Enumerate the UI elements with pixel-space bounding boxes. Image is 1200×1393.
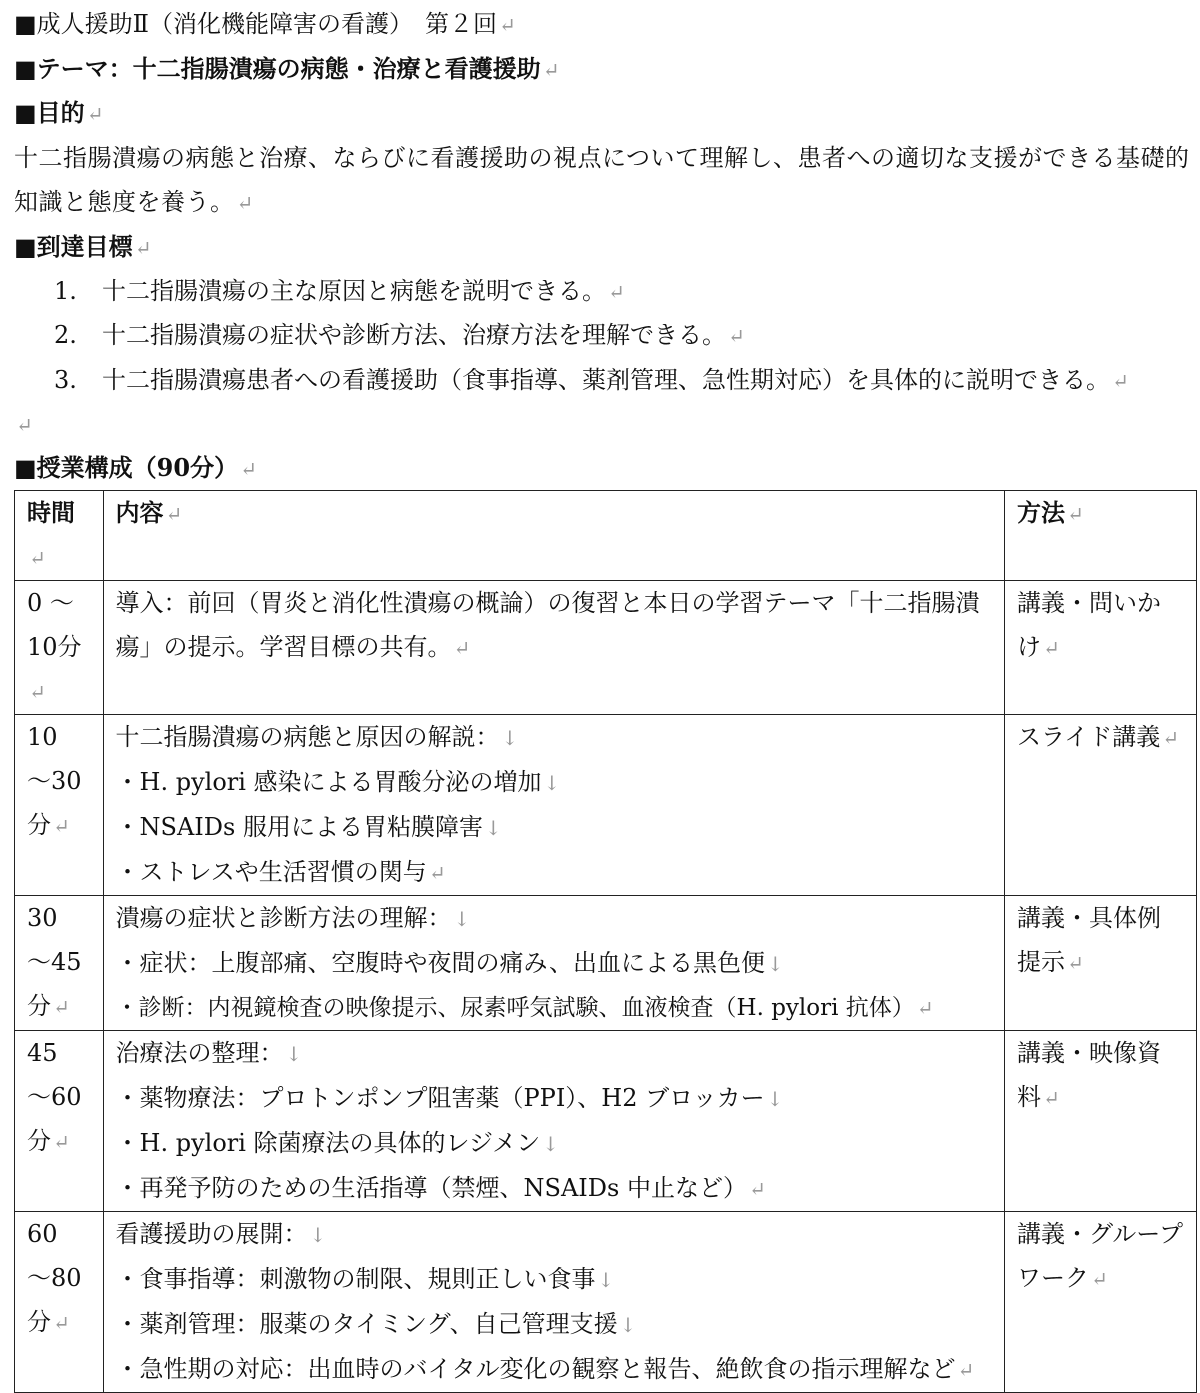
time-cell: 60 ～80分 ↵ [15, 1212, 104, 1393]
method-cell: 講義・グループワーク ↵ [1004, 1212, 1196, 1393]
table-row [15, 896, 1197, 1031]
theme-heading: ■テーマ：十二指腸潰瘍の病態・治療と看護援助 ↵ [14, 54, 560, 83]
structure-heading: ■授業構成（90分） ↵ [14, 453, 257, 482]
table-header-row [15, 491, 1197, 581]
header-method: 方法 ↵ [1004, 491, 1196, 581]
goals-heading: ■到達目標 ↵ [14, 232, 152, 261]
time-cell: 30 ～45分 ↵ [15, 896, 104, 1031]
table-row [15, 1212, 1197, 1393]
schedule-table [14, 490, 1197, 1393]
table-row [15, 581, 1197, 715]
goal-item: 2. 十二指腸潰瘍の症状や診断方法、治療方法を理解できる。 ↵ [54, 321, 745, 349]
time-cell: 45 ～60分 ↵ [15, 1031, 104, 1212]
content-cell: 潰瘍の症状と診断方法の理解： ↓ ・症状：上腹部痛、空腹時や夜間の痛み、出血による黒色便 ↓ ・診断：内視鏡検査の映像提示、尿素呼気試験、血液検査（H. pylori 抗体） ↵ [103, 896, 1004, 1031]
content-cell: 看護援助の展開： ↓ ・食事指導：刺激物の制限、規則正しい食事 ↓ ・薬剤管理：服薬のタイミング、自己管理支援 ↓ ・急性期の対応：出血時のバイタル変化の観察と報告、絶飲食の指示理解など ↵ [103, 1212, 1004, 1393]
time-cell: 10 ～30分 ↵ [15, 715, 104, 896]
header-time: 時間↵ [15, 491, 104, 581]
method-cell: 講義・映像資料 ↵ [1004, 1031, 1196, 1212]
content-cell: 導入：前回（胃炎と消化性潰瘍の概論）の復習と本日の学習テーマ「十二指腸潰瘍」の提示。学習目標の共有。 ↵ [103, 581, 1004, 715]
purpose-heading: ■目的 ↵ [14, 98, 104, 127]
goal-item: 1. 十二指腸潰瘍の主な原因と病態を説明できる。 ↵ [54, 277, 625, 305]
content-cell: 治療法の整理： ↓ ・薬物療法：プロトンポンプ阻害薬（PPI）、H2 ブロッカー ↓ ・H. pylori 除菌療法の具体的レジメン ↓ ・再発予防のための生活指導（禁煙、NSAIDs 中止など） ↵ [103, 1031, 1004, 1212]
method-cell: 講義・問いかけ ↵ [1004, 581, 1196, 715]
time-cell: 0 ～ 10分↵ [15, 581, 104, 715]
content-cell: 十二指腸潰瘍の病態と原因の解説： ↓ ・H. pylori 感染による胃酸分泌の増加 ↓ ・NSAIDs 服用による胃粘膜障害 ↓ ・ストレスや生活習慣の関与 ↵ [103, 715, 1004, 896]
header-content: 内容 ↵ [103, 491, 1004, 581]
empty-paragraph: ↵ [16, 413, 33, 437]
table-row [15, 1031, 1197, 1212]
method-cell: スライド講義 ↵ [1004, 715, 1196, 896]
goal-item: 3. 十二指腸潰瘍患者への看護援助（食事指導、薬剤管理、急性期対応）を具体的に説明できる。 ↵ [54, 366, 1129, 394]
purpose-text: 十二指腸潰瘍の病態と治療、ならびに看護援助の視点について理解し、患者への適切な支援ができる基礎的知識と態度を養う。 ↵ [14, 144, 1190, 216]
method-cell: 講義・具体例提示 ↵ [1004, 896, 1196, 1031]
course-title: ■成人援助Ⅱ（消化機能障害の看護） 第２回 ↵ [14, 10, 516, 38]
table-row [15, 715, 1197, 896]
